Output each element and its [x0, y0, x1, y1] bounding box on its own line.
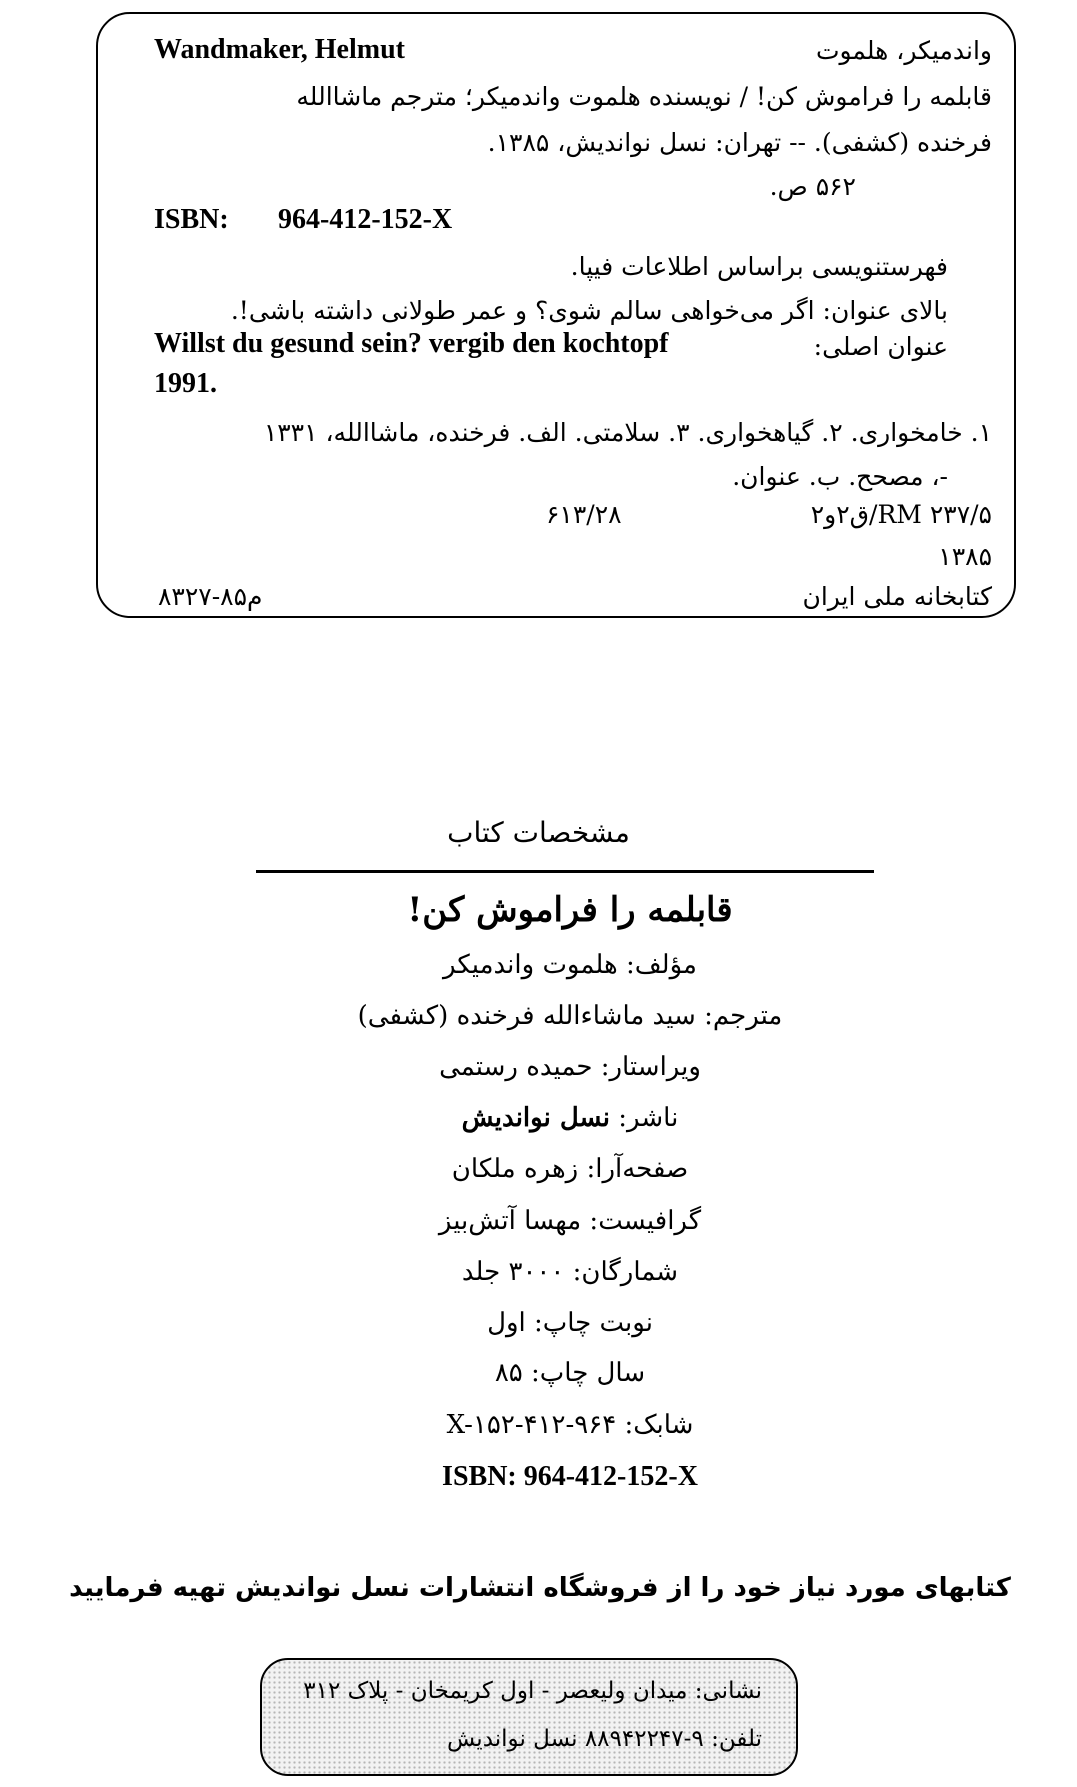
page-count: ۵۶۲ ص. [769, 172, 856, 201]
original-title: Willst du gesund sein? vergib den kochtopf [154, 328, 669, 359]
spec-layout: صفحه‌آرا: زهره ملکان [451, 1154, 689, 1184]
spec-isbn: ISBN: 964-412-152-X [442, 1461, 698, 1492]
note-over-title: بالای عنوان: اگر می‌خواهی سالم شوی؟ و عمر طولانی داشته باشی!. [230, 296, 948, 325]
original-year: 1991. [154, 368, 217, 399]
heading-divider [256, 870, 874, 873]
publisher-name: نسل نواندیش [461, 1103, 610, 1133]
publisher-label: ناشر: [610, 1103, 679, 1133]
spec-author: مؤلف: هلموت واندمیکر [443, 950, 697, 980]
spec-year: سال چاپ: ۸۵ [494, 1358, 646, 1388]
author-latin: Wandmaker, Helmut [154, 34, 405, 65]
address-box [260, 1658, 798, 1776]
spec-edition: نوبت چاپ: اول [487, 1308, 653, 1338]
spec-shabak: شابک: X-۱۵۲-۴۱۲-۹۶۴ [446, 1410, 694, 1440]
spec-publisher [180, 1105, 960, 1131]
book-title: قابلمه را فراموش کن! [407, 890, 733, 930]
promo-text: کتابهای مورد نیاز خود را از فروشگاه انتشارات نسل نواندیش تهیه فرمایید [69, 1573, 1011, 1603]
spec-editor: ویراستار: حمیده رستمی [439, 1052, 701, 1082]
spec-print-run: شمارگان: ۳۰۰۰ جلد [461, 1257, 679, 1287]
library-record-number: م۸۵-۸۳۲۷ [158, 582, 263, 611]
spec-translator: مترجم: سید ماشاءالله فرخنده (کشفی) [357, 1001, 783, 1031]
cip-isbn-value: 964-412-152-X [278, 204, 453, 235]
phone-line: تلفن: ۹-۸۸۹۴۲۲۴۷ نسل نواندیش [446, 1726, 762, 1752]
address-line: نشانی: میدان ولیعصر - اول کریمخان - پلاک ۳۱۲ [303, 1678, 762, 1704]
dewey-class-number: ۶۱۳/۲۸ [546, 500, 622, 529]
original-title-label: عنوان اصلی: [813, 332, 948, 361]
specs-heading: مشخصات کتاب [447, 816, 630, 849]
title-statement-line2: فرخنده (کشفی). -- تهران: نسل نواندیش، ۱۳۸۵. [487, 128, 992, 157]
cip-isbn-label: ISBN: [154, 204, 229, 235]
subjects-line1: ۱. خامخواری. ۲. گیاهخواری. ۳. سلامتی. الف. فرخنده، ماشاالله، ۱۳۳۱ [263, 418, 992, 447]
cip-record-box [96, 12, 1016, 618]
author-persian: واندمیکر، هلموت [815, 36, 992, 65]
title-statement-line1: قابلمه را فراموش کن! / نویسنده هلموت واندمیکر؛ مترجم ماشاالله [296, 82, 992, 111]
spec-graphic: گرافیست: مهسا آتش‌بیز [438, 1206, 702, 1236]
subjects-line2: -، مصحح. ب. عنوان. [732, 462, 948, 491]
class-year: ۱۳۸۵ [938, 542, 992, 571]
note-fipa: فهرستنویسی براساس اطلاعات فیپا. [570, 252, 948, 281]
lc-class-number: RM ۲۳۷/۵/ق۲و۲ [810, 500, 992, 529]
national-library-label: کتابخانه ملی ایران [802, 582, 992, 611]
